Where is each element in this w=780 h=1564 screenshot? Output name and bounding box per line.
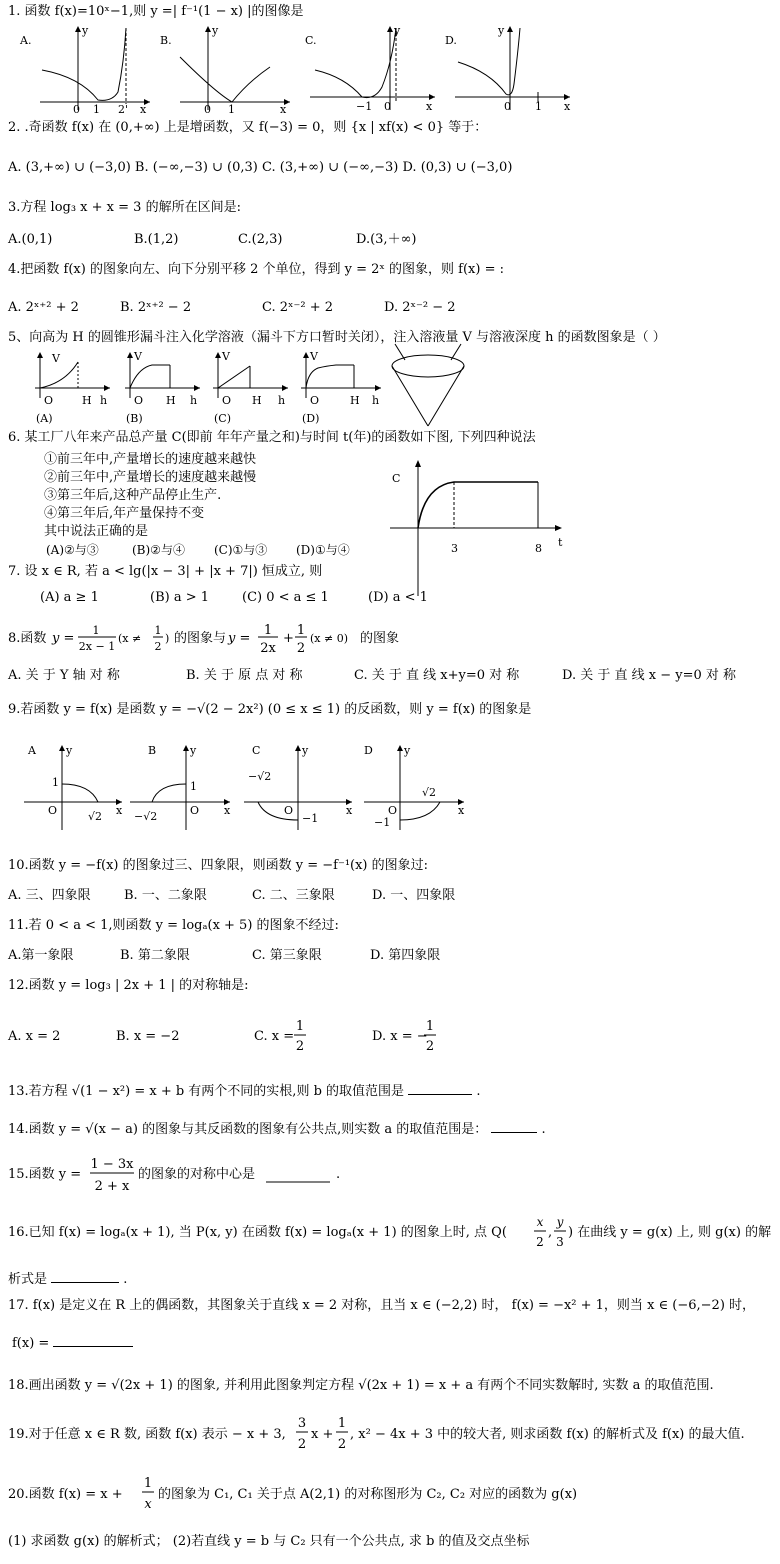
q20-line [8,1474,708,1518]
q4-option-c: C. 2ˣ⁻² + 2 [262,300,334,315]
q9-graph-d-axis-x: x [458,804,465,817]
q12-option-d-num: 1 [425,1019,435,1034]
q9-graph-b-tick-1: −√2 [134,810,158,823]
q13-answer-blank[interactable] [408,1082,472,1095]
q16-comma: , [548,1225,553,1240]
q3-option-d: D.(3,＋∞) [356,232,417,247]
q19-b-num: 1 [337,1416,347,1431]
q6-graph-tick-3: 3 [451,542,458,555]
q3-option-c: C.(2,3) [238,232,283,247]
q5-graph-c-label: (C) [214,412,231,425]
q14-stem: 14.函数 y = √(x − a) 的图象与其反函数的图象有公共点,则实数 a 的取值范围是： [8,1122,488,1137]
q4-stem: 4.把函数 f(x) 的图象向左、向下分别平移 2 个单位，得到 y = 2ˣ 的图象，则 f(x) = : [8,262,504,277]
q5-graph-d-label: (D) [302,412,320,425]
q6-graph [380,456,580,604]
q1-graph-c-label: C. [305,34,317,47]
q2-options: A. (3,+∞) ∪ (−3,0) B. (−∞,−3) ∪ (0,3) C. (3,+∞) ∪ (−∞,−3) D. (0,3) ∪ (−3,0) [8,160,513,175]
q9-graph-a-tick-2: √2 [88,810,103,823]
q8-f2-b-den: 2 [296,641,306,656]
q12-option-d-lhs: D. x = − [372,1029,428,1044]
q8-option-c: C. 关 于 直 线 x+y=0 对 称 [354,668,520,683]
q6-option-b: (B)②与④ [132,543,185,557]
q7-option-b: (B) a > 1 [150,590,210,605]
q3-option-b: B.(1,2) [134,232,179,247]
q1-graph-a-tick-0: 0 [73,103,80,116]
q15-suffix: 的图象的对称中心是 [138,1167,256,1182]
q4-option-b: B. 2ˣ⁺² − 2 [120,300,192,315]
q9-graph-c-tick-1: O [284,804,294,817]
q19-mid: x + [311,1427,334,1442]
q16-y-num: y [556,1215,564,1229]
q5-graph-b-axis-x: h [190,394,198,407]
q11-option-d: D. 第四象限 [370,948,441,963]
q10-option-d: D. 一、四象限 [372,888,456,903]
q9-graph-d-axis-y: y [404,744,411,757]
q9-graph-d-tick-0: √2 [422,786,437,799]
q8-f1-cond: (x ≠ [118,632,142,645]
q8-f2-lhs: y = [228,631,251,646]
q1-graph-c-axis-x: x [426,100,433,113]
q18-stem: 18.画出函数 y = √(2x + 1) 的图象, 并利用此图象判定方程 √(2x + 1) = x + a 有两个不同实数解时, 实数 a 的取值范围. [8,1378,714,1393]
q6-item-3: ③第三年后,这种产品停止生产. [44,488,222,503]
q17-line2 [12,1334,133,1352]
q9-graph-a [24,744,123,830]
q7-stem: 7. 设 x ∈ R, 若 a < lg(|x − 3| + |x + 7|) 恒成立, 则 [8,564,323,579]
q1-graph-b-axis-y: y [212,24,219,37]
q19-line [8,1414,780,1458]
q15-line [8,1154,368,1198]
q1-graph-a-tick-2: 2' [118,103,129,116]
q16-answer-blank[interactable] [51,1270,119,1283]
q5-graphs [30,348,480,430]
q1-graph-c-tick-0: −1 [356,100,373,113]
q7-option-c: (C) 0 < a ≤ 1 [242,590,329,605]
q5-graph-b [125,350,200,425]
q6-item-1: ①前三年中,产量增长的速度越来越快 [44,452,257,467]
q1-stem: 1. 函数 f(x)=10ˣ−1,则 y =| f⁻¹(1 − x) |的图像是 [8,4,304,19]
q11-option-b: B. 第二象限 [120,948,190,963]
q1-graph-a-axis-y: y [82,24,89,37]
q5-graph-c [213,350,288,425]
q12-options [8,1016,488,1056]
q8-f2-b-num: 1 [296,623,306,638]
q5-stem: 5、向高为 H 的圆锥形漏斗注入化学溶液（漏斗下方口暂时关闭），注入溶液量 V 与溶液深度 h 的函数图象是（ ） [8,330,666,345]
q5-graph-a-tick-0: O [44,394,54,407]
q1-graph-d-tick-0: 0 [504,100,511,113]
q16-x-den: 2 [536,1235,544,1249]
q6-item-2: ②前三年中,产量增长的速度越来越慢 [44,470,257,485]
q20-prefix: 20.函数 f(x) = x + [8,1487,123,1502]
q1-graph-b-tick-0: 0 [204,103,211,116]
q16-line2 [8,1270,127,1288]
q12-option-c-lhs: C. x = [254,1029,295,1044]
q9-graph-c-tick-2: −1 [302,812,319,825]
q5-graph-c-tick-0: O [222,394,232,407]
q1-graph-a-label: A. [20,34,32,47]
q11-option-a: A.第一象限 [8,948,74,963]
q9-graph-b-axis-y: y [190,744,197,757]
q9-graph-b-axis-x: x [224,804,231,817]
q9-graphs [22,740,482,835]
q9-graph-b-tick-2: O [190,804,200,817]
q5-graph-b-label: (B) [126,412,143,425]
q1-graphs [20,22,780,114]
q17-line1: 17. f(x) 是定义在 R 上的偶函数，其图象关于直线 x = 2 对称，且当 x ∈ (−2,2) 时， f(x) = −x² + 1，则当 x ∈ (−6,−2) 时， [8,1298,756,1313]
q16-line1-b: ) 在曲线 y = g(x) 上, 则 g(x) 的解 [568,1225,772,1240]
q20-parts: (1) 求函数 g(x) 的解析式； (2)若直线 y = b 与 C₂ 只有一个公共点, 求 b 的值及交点坐标 [8,1534,530,1549]
q8-f2-a-num: 1 [263,623,273,638]
q5-graph-a-axis-x: h [100,394,108,407]
q5-graph-a-tick-1: H [82,394,92,407]
q4-option-d: D. 2ˣ⁻² − 2 [384,300,456,315]
q1-graph-d-axis-y: y [498,24,505,37]
q14-line [8,1120,546,1138]
q6-item-4: ④第三年后,年产量保持不变 [44,506,205,521]
q6-option-c: (C)①与③ [214,543,268,557]
q1-graph-d [445,24,571,113]
q9-graph-c [244,744,353,830]
q10-option-a: A. 三、四象限 [8,888,91,903]
q8-f2-plus: + [283,631,294,646]
q6-option-d: (D)①与④ [296,543,350,557]
q14-end: . [541,1122,546,1137]
q11-stem: 11.若 0 < a < 1,则函数 y = logₐ(x + 5) 的图象不经过: [8,918,339,933]
q9-graph-b-tick-0: 1 [190,780,197,793]
q10-option-b: B. 一、二象限 [124,888,207,903]
q6-graph-axis-x: t [558,536,563,549]
q3-option-a: A.(0,1) [8,232,53,247]
q1-graph-c-tick-1: 0 [384,100,391,113]
q13-stem: 13.若方程 √(1 − x²) = x + b 有两个不同的实根,则 b 的取值范围是 [8,1084,405,1099]
q10-stem: 10.函数 y = −f(x) 的图象过三、四象限，则函数 y = −f⁻¹(x) 的图象过: [8,858,429,873]
q12-option-c-num: 1 [295,1019,305,1034]
q9-graph-b [130,744,231,830]
q6-option-a: (A)②与③ [46,543,99,557]
q6-stem: 6. 某工厂八年来产品总产量 C(即前 年年产量之和)与时间 t(年)的函数如下图, 下列四种说法 [8,430,536,445]
q1-graph-d-label: D. [445,34,457,47]
q13-line [8,1082,480,1100]
q16-x-num: x [536,1215,544,1229]
q9-graph-d-label: D [364,744,373,757]
q3-stem: 3.方程 log₃ x + x = 3 的解所在区间是: [8,200,241,215]
q4-option-a: A. 2ˣ⁺² + 2 [8,300,79,315]
q20-suffix: 的图象为 C₁, C₁ 关于点 A(2,1) 的对称图形为 C₂, C₂ 对应的函数为 g(x) [158,1487,578,1502]
q15-end: . [336,1167,341,1182]
q8-suffix: 的图象 [360,631,400,646]
q17-answer-blank[interactable] [53,1334,133,1347]
q15-den: 2 + x [94,1179,130,1194]
q1-graph-c [305,24,435,113]
q9-graph-a-label: A [28,744,36,757]
q19-a-den: 2 [297,1437,307,1452]
q1-graph-d-tick-1: 1 [535,100,542,113]
q5-graph-c-tick-1: H [252,394,262,407]
q8-f1-cond-num: 1 [154,624,162,637]
q5-graph-c-axis-y: V [222,350,230,363]
q12-option-b: B. x = −2 [116,1029,180,1044]
q9-graph-d-tick-1: O [388,804,398,817]
q9-graph-c-label: C [252,744,261,757]
q5-funnel [392,344,464,426]
q17-line2-text: f(x) = [12,1336,50,1351]
q13-end: . [476,1084,481,1099]
q1-graph-a-tick-1: 1 [93,103,100,116]
q12-option-a: A. x = 2 [8,1029,61,1044]
q8-f2-a-den: 2x [260,641,276,656]
q20-num: 1 [143,1476,153,1491]
q8-f1-cond-den: 2 [154,640,162,653]
q8-prefix: 8.函数 [8,631,47,646]
q6-graph-tick-8: 8 [535,542,542,555]
q16-line2-text: 析式是 [8,1272,48,1287]
q12-stem: 12.函数 y = log₃ | 2x + 1 | 的对称轴是: [8,978,249,993]
q1-graph-a [19,24,150,116]
q9-graph-c-tick-0: −√2 [248,770,272,783]
q1-graph-b-label: B. [160,34,172,47]
q5-graph-d-tick-1: H [350,394,360,407]
q10-option-c: C. 二、三象限 [252,888,335,903]
q15-num: 1 − 3x [90,1157,134,1172]
q9-graph-d-tick-2: −1 [374,816,391,829]
q5-graph-b-tick-0: O [134,394,144,407]
q1-graph-b-tick-1: 1 [228,103,235,116]
q5-graph-a-axis-y: V [52,352,60,365]
q9-graph-b-label: B [148,744,157,757]
q1-graph-d-axis-x: x [564,100,571,113]
q5-graph-b-axis-y: V [134,350,142,363]
q5-graph-d-axis-y: V [310,350,318,363]
q8-option-a: A. 关 于 Y 轴 对 称 [8,668,120,683]
q16-line1 [8,1214,780,1258]
q14-answer-blank[interactable] [491,1120,537,1133]
q9-graph-a-tick-1: O [48,804,58,817]
q8-f1-num: 1 [92,624,100,637]
q7-option-a: (A) a ≥ 1 [40,590,99,605]
q1-graph-b [160,24,290,116]
q9-graph-a-axis-x: x [116,804,123,817]
q20-den: x [144,1497,152,1512]
q6-graph-axis-y: C [392,472,401,485]
q2-stem: 2. .奇函数 f(x) 在 (0,+∞) 上是增函数，又 f(−3) = 0，则 {x | xf(x) < 0} 等于： [8,120,488,135]
q19-b-den: 2 [337,1437,347,1452]
q9-graph-c-axis-x: x [346,804,353,817]
q11-option-c: C. 第三象限 [252,948,322,963]
q5-graph-c-axis-x: h [278,394,286,407]
q8-option-d: D. 关 于 直 线 x − y=0 对 称 [562,668,737,683]
q9-graph-a-tick-0: 1 [52,776,59,789]
q16-y-den: 3 [556,1235,564,1249]
q8-f1-den: 2x − 1 [78,640,116,653]
q9-graph-c-axis-y: y [302,744,309,757]
q12-option-d-den: 2 [425,1039,435,1054]
q8-stem [8,622,428,662]
q5-graph-d [301,350,381,425]
q5-graph-b-tick-1: H [166,394,176,407]
q1-graph-b-axis-x: x [280,103,287,116]
q5-graph-d-axis-x: h [372,394,380,407]
q1-graph-c-axis-y: y [394,24,401,37]
q8-f1-cond-end: ) [165,632,170,645]
q12-option-c-den: 2 [295,1039,305,1054]
q19-a-num: 3 [297,1416,307,1431]
q19-suffix: , x² − 4x + 3 中的较大者, 则求函数 f(x) 的解析式及 f(x) 的最大值. [350,1427,745,1442]
q5-graph-a-label: (A) [36,412,53,425]
q6-conclusion: 其中说法正确的是 [44,524,149,539]
q16-end: . [123,1272,128,1287]
q9-stem: 9.若函数 y = f(x) 是函数 y = −√(2 − 2x²) (0 ≤ x ≤ 1) 的反函数，则 y = f(x) 的图象是 [8,702,532,717]
q19-prefix: 19.对于任意 x ∈ R 数, 函数 f(x) 表示 − x + 3, [8,1427,286,1442]
q5-graph-a [35,352,110,425]
q9-graph-a-axis-y: y [66,744,73,757]
q8-f2-cond: (x ≠ 0) [310,632,348,645]
q5-graph-d-tick-0: O [310,394,320,407]
q7-option-d: (D) a < 1 [368,590,428,605]
q8-mid: 的图象与 [174,631,227,646]
q1-graph-a-axis-x: x [140,103,147,116]
q15-prefix: 15.函数 y = [8,1167,82,1182]
q16-line1-a: 16.已知 f(x) = logₐ(x + 1), 当 P(x, y) 在函数 f(x) = logₐ(x + 1) 的图象上时, 点 Q( [8,1225,507,1240]
q8-option-b: B. 关 于 原 点 对 称 [186,668,303,683]
q9-graph-d [364,744,465,830]
q8-f1-lhs: y = [52,631,75,646]
